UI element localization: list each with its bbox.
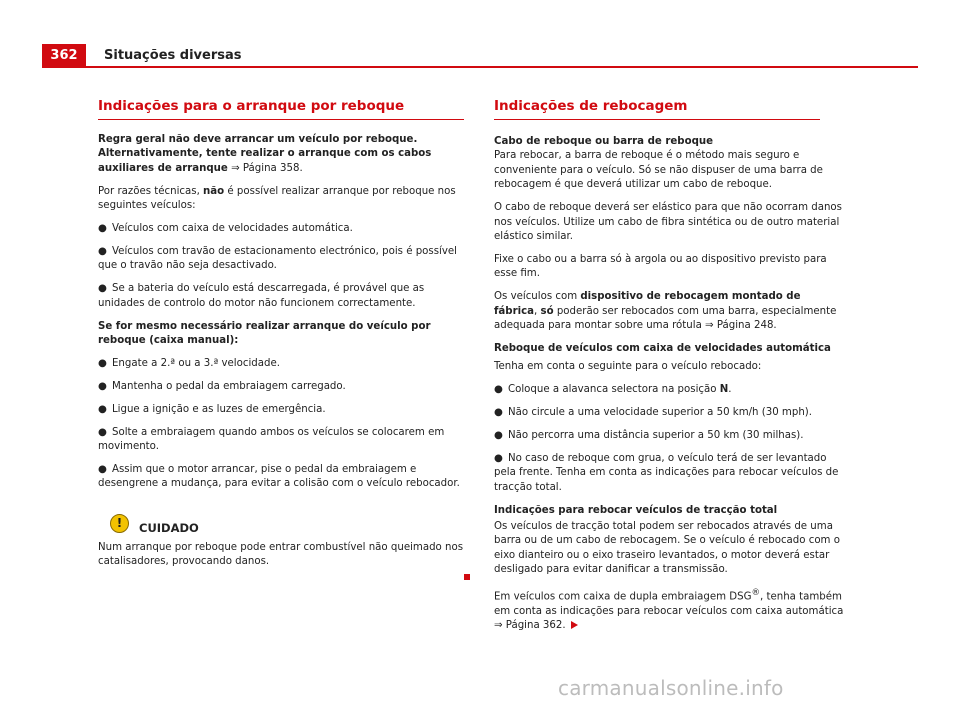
intro-page-link[interactable]: ⇒ Página 358. <box>227 162 303 174</box>
paragraph-text: Em veículos com caixa de dupla embraiagem DSG <box>494 591 752 603</box>
paragraph-bold: dispositivo de rebocagem montado de fábrica <box>494 291 801 317</box>
caution-title: CUIDADO <box>139 520 199 535</box>
bullet-icon: ● <box>98 245 107 257</box>
paragraph-text: , <box>534 305 541 317</box>
bullet-icon: ● <box>98 357 107 369</box>
paragraph: Fixe o cabo ou a barra só à argola ou ao dispositivo previsto para esse fim. <box>494 253 827 280</box>
subheading-tow-cable: Cabo de reboque ou barra de reboque <box>494 136 714 147</box>
subheading-automatic: Reboque de veículos com caixa de velocidades automática <box>494 342 831 354</box>
list-item <box>494 406 846 420</box>
list-item-text: Se a bateria do veículo está descarregada, é provável que as unidades de controlo do motor não funcionem correctamente. <box>98 283 425 309</box>
continue-arrow-icon <box>571 621 578 629</box>
watermark: carmanualsonline.info <box>558 676 784 700</box>
bullet-icon: ● <box>494 407 503 419</box>
paragraph: Tenha em conta o seguinte para o veículo rebocado: <box>494 361 762 373</box>
bullet-icon: ● <box>98 463 107 475</box>
intro-paragraph <box>98 133 464 176</box>
list-item <box>98 463 464 492</box>
paragraph: O cabo de reboque deverá ser elástico para que não ocorram danos nos veículos. Utilize um cabo de fibra sintética ou de outro material elástico similar. <box>494 202 842 242</box>
list-item-text: Coloque a alavanca selectora na posição <box>508 384 720 396</box>
bullet-icon: ● <box>494 430 503 441</box>
technical-bold: não <box>203 185 225 197</box>
registered-mark: ® <box>751 588 761 599</box>
right-heading: Indicações de rebocagem <box>494 98 820 120</box>
paragraph: Para rebocar, a barra de reboque é o método mais seguro e conveniente para o veículo. Só se não dispuser de uma barra de rebocagem é que deverá utilizar um cabo de reboque. <box>494 150 823 191</box>
bullet-icon: ● <box>98 426 107 438</box>
end-mark-icon <box>464 574 470 580</box>
paragraph-bold: só <box>540 305 554 317</box>
intro-bold: Regra geral não deve arrancar um veículo por reboque. Alternativamente, tente realizar o arranque com os cabos auxiliares de arranque <box>98 134 432 174</box>
list-item-text: Veículos com travão de estacionamento electrónico, pois é possível que o travão não seja desactivado. <box>98 245 457 272</box>
manual-heading: Se for mesmo necessário realizar arranque do veículo por reboque (caixa manual): <box>98 320 431 346</box>
paragraph-text: , tenha também em conta as indicações para rebocar veículos com caixa automática ⇒ Página 362. <box>494 591 844 632</box>
list-item-text: Ligue a ignição e as luzes de emergência. <box>112 403 326 415</box>
list-item <box>494 383 846 397</box>
list-item <box>98 222 464 236</box>
paragraph: Os veículos de tracção total podem ser rebocados através de uma barra ou de um cabo de rebocagem. Se o veículo é rebocado com o eixo dianteiro ou o eixo traseiro levantados, o motor deverá estar desligado para evitar danificar a transmissão. <box>494 521 840 576</box>
factory-tow-paragraph <box>494 290 846 333</box>
left-column <box>98 98 464 570</box>
technical-text: Por razões técnicas, <box>98 185 204 197</box>
section-title: Situações diversas <box>104 48 242 63</box>
list-item-text: Mantenha o pedal da embraiagem carregado. <box>112 380 346 392</box>
left-heading: Indicações para o arranque por reboque <box>98 98 464 120</box>
list-item <box>98 245 464 274</box>
subheading-4wd: Indicações para rebocar veículos de tracção total <box>494 504 778 516</box>
dsg-paragraph <box>494 586 846 634</box>
bullet-icon: ● <box>98 223 107 235</box>
bullet-icon: ● <box>494 452 503 464</box>
bullet-icon: ● <box>98 380 107 392</box>
caution-box <box>98 514 464 570</box>
list-item-text: Não percorra uma distância superior a 50 km (30 milhas). <box>508 430 804 441</box>
list-item <box>98 403 464 417</box>
technical-paragraph <box>98 185 464 214</box>
bullet-icon: ● <box>98 403 107 415</box>
right-column <box>494 98 846 634</box>
caution-text: Num arranque por reboque pode entrar combustível não queimado nos catalisadores, provocando danos. <box>98 541 464 568</box>
page-header <box>42 44 918 68</box>
list-item-text: Solte a embraiagem quando ambos os veículos se colocarem em movimento. <box>98 426 445 452</box>
list-item <box>98 282 464 311</box>
list-item-text: Engate a 2.ª ou a 3.ª velocidade. <box>112 357 280 369</box>
paragraph-text: Os veículos com <box>494 291 581 303</box>
bullet-icon: ● <box>98 283 107 295</box>
technical-text-end: é possível realizar arranque por reboque nos seguintes veículos: <box>98 185 456 212</box>
paragraph-text: poderão ser rebocados com uma barra, especialmente adequada para montar sobre uma rótula ⇒ Página 248. <box>494 305 837 331</box>
list-item-text: Veículos com caixa de velocidades automática. <box>112 223 353 235</box>
page-number: 362 <box>42 44 86 66</box>
list-item <box>494 452 846 495</box>
list-item-text: No caso de reboque com grua, o veículo terá de ser levantado pela frente. Tenha em conta as indicações para rebocar veículos de tracção total. <box>494 452 839 493</box>
bullet-icon: ● <box>494 384 503 396</box>
list-item <box>98 380 464 394</box>
list-item-text: Assim que o motor arrancar, pise o pedal da embraiagem e desengrene a mudança, para evitar a colisão com o veículo rebocador. <box>98 463 460 490</box>
list-item <box>98 357 464 371</box>
list-item-text: Não circule a uma velocidade superior a 50 km/h (30 mph). <box>508 407 812 419</box>
list-item <box>494 429 846 443</box>
list-item-bold: N <box>719 384 729 396</box>
warning-icon: ! <box>110 514 129 533</box>
list-item-text: . <box>728 384 732 396</box>
list-item <box>98 426 464 455</box>
